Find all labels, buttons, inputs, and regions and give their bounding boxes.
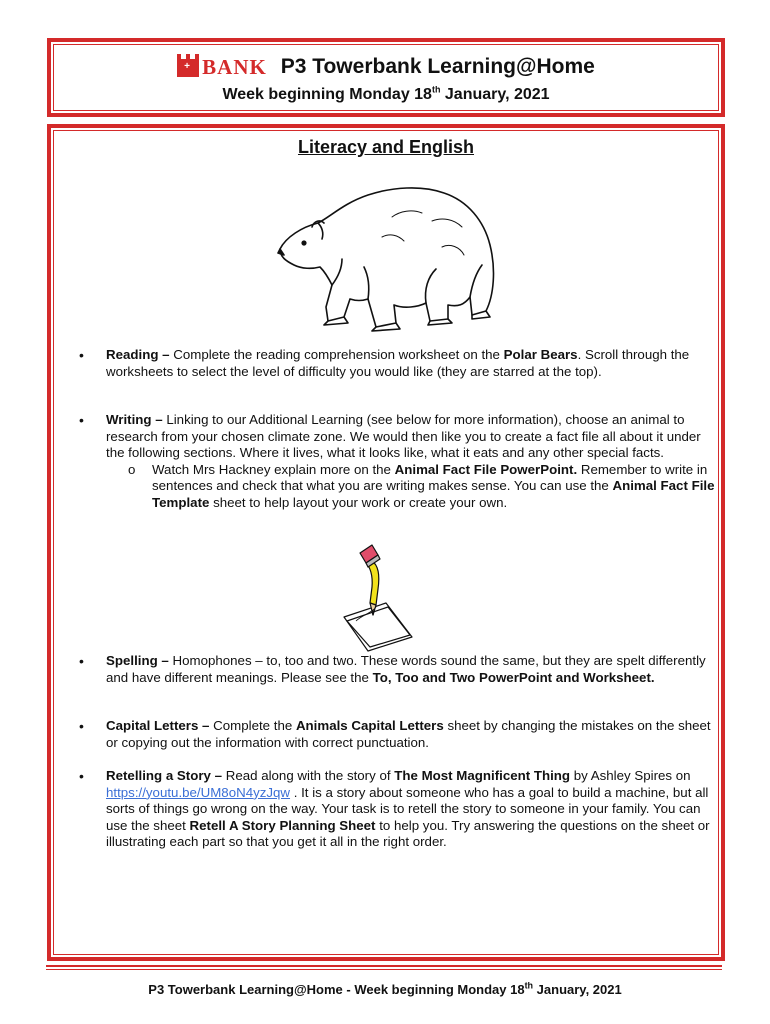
retelling-bold-1: The Most Magnificent Thing: [394, 768, 571, 783]
main-box: [47, 124, 725, 961]
polar-bear-illustration: [272, 177, 502, 337]
footer-rule: [46, 965, 722, 967]
task-list: [78, 347, 718, 380]
footer-week-prefix: Week beginning Monday 18: [354, 982, 525, 997]
writing-sub-text-2: Remember to write in sentences and check that what you are writing makes sense. You can use the: [152, 461, 708, 494]
retelling-text-2: by Ashley Spires on: [570, 768, 691, 783]
capitals-bold-1: Animals Capital Letters: [295, 718, 444, 733]
footer-week-sup: th: [524, 980, 534, 991]
reading-bold-1: Polar Bears: [503, 347, 578, 362]
retelling-bold-2: Retell A Story Planning Sheet: [189, 817, 376, 833]
list-item-capital-letters: [78, 718, 718, 751]
task-list: [78, 718, 718, 751]
capitals-label: Capital Letters –: [106, 718, 210, 733]
list-item-retelling: [78, 768, 718, 851]
retelling-text-3: . It is a story about someone who has a goal to build a machine, but all sorts of things go wrong on the way. Your task is to retell the story to someone in your family. You can use the sheet: [106, 784, 709, 833]
page-footer: [0, 982, 770, 997]
sub-list-item: [152, 462, 718, 512]
towerbank-logo: [177, 55, 267, 80]
literacy-tasks: [78, 347, 718, 380]
task-list: [78, 768, 718, 851]
tower-mark: +: [184, 60, 190, 72]
literacy-tasks-lower: [78, 653, 718, 686]
reading-text-1: Complete the reading comprehension worksheet on the: [169, 347, 504, 362]
reading-label: Reading –: [106, 347, 170, 362]
literacy-tasks-writing: [78, 412, 718, 512]
retelling-text-4: to help you. Try answering the questions on the sheet or illustrating each part so that you get it all in the right order.: [106, 817, 710, 850]
spelling-bold-1: To, Too and Two PowerPoint and Worksheet.: [372, 669, 655, 685]
youtube-link[interactable]: https://youtu.be/UM8oN4yzJqw: [106, 784, 291, 800]
footer-separator: -: [342, 982, 355, 997]
footer-rule-thin: [46, 969, 722, 970]
writing-sub-list: [106, 462, 718, 512]
literacy-tasks-capitals: [78, 718, 718, 751]
retelling-text-1: Read along with the story of: [222, 768, 395, 783]
writing-sub-bold-1: Animal Fact File PowerPoint.: [394, 461, 578, 477]
list-item-spelling: [78, 653, 718, 686]
week-suffix: January, 2021: [440, 86, 550, 103]
writing-text-1: Linking to our Additional Learning (see below for more information), choose an animal to research from your chosen climate zone. We would then like you to create a fact file all about it under the following sections. Where it lives, what it looks like, what it eats and any other special facts.: [106, 412, 701, 461]
week-prefix: Week beginning Monday 18: [222, 86, 432, 103]
writing-sub-bold-2: Animal Fact File Template: [152, 478, 715, 510]
reading-text-2: . Scroll through the worksheets to select the level of difficulty you would like (they are starred at the top).: [106, 347, 690, 379]
writing-label: Writing –: [106, 412, 163, 427]
task-list: [78, 653, 718, 686]
logo-text: BANK: [202, 55, 267, 79]
pencil-paper-illustration: [342, 541, 414, 653]
writing-sub-text-3: sheet to help layout your work or create your own.: [209, 494, 508, 510]
week-heading: [50, 86, 722, 104]
week-sup: th: [431, 84, 441, 95]
spelling-label: Spelling –: [106, 653, 169, 668]
section-title: Literacy and English: [297, 137, 475, 157]
capitals-text-1: Complete the: [209, 718, 296, 733]
literacy-tasks-retelling: [78, 768, 718, 851]
list-item-reading: [78, 347, 718, 380]
footer-title: P3 Towerbank Learning@Home: [148, 982, 343, 997]
retelling-label: Retelling a Story –: [106, 768, 223, 783]
capitals-text-2: sheet by changing the mistakes on the sheet or copying out the information with correct punctuation.: [106, 718, 711, 750]
list-item-writing: [78, 412, 718, 512]
header-box: [47, 38, 725, 117]
task-list: [78, 412, 718, 512]
writing-sub-text-1: Watch Mrs Hackney explain more on the: [152, 461, 395, 477]
footer-week-suffix: January, 2021: [533, 982, 622, 997]
header-title-row: [50, 55, 722, 80]
spelling-text-1: Homophones – to, too and two. These words sound the same, but they are spelt differently and have different meanings. Please see the: [106, 653, 706, 685]
tower-icon: [177, 59, 199, 77]
page-title: P3 Towerbank Learning@Home: [280, 55, 595, 79]
